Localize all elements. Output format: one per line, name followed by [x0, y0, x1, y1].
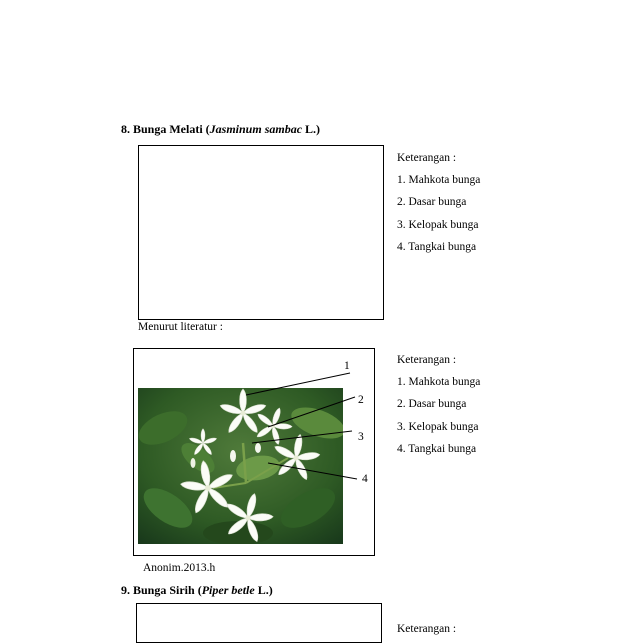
- section-8-heading: [121, 122, 320, 137]
- callout-label-1: 1: [344, 360, 350, 372]
- legend-bottom-item: 4. Tangkai bunga: [397, 442, 477, 455]
- callout-label-4: 4: [362, 473, 368, 485]
- legend-top-item: 3. Kelopak bunga: [397, 218, 479, 231]
- section-9-title-prefix: Bunga Sirih (: [133, 583, 202, 597]
- image-source-caption: Anonim.2013.h: [143, 562, 216, 574]
- legend-top-header: Keterangan :: [397, 152, 457, 164]
- legend-top: [397, 147, 480, 258]
- callout-lines: [230, 355, 375, 490]
- callout-line-4: [268, 463, 357, 479]
- legend-bottom-item: 2. Dasar bunga: [397, 398, 467, 411]
- section-9-number: 9.: [121, 583, 130, 597]
- legend-top-item: 1. Mahkota bunga: [397, 174, 481, 187]
- legend-bottom-item: 1. Mahkota bunga: [397, 376, 481, 389]
- section-8-number: 8.: [121, 122, 130, 136]
- section-8-latin-name: Jasminum sambac: [209, 122, 303, 136]
- section-8-title-suffix: L.): [302, 122, 321, 136]
- literature-label: Menurut literatur :: [138, 321, 223, 333]
- legend-bottom-header: Keterangan :: [397, 354, 457, 366]
- legend-top-item: 4. Tangkai bunga: [397, 240, 477, 253]
- section-9-drawing-box: [136, 603, 382, 643]
- callout-label-3: 3: [358, 431, 364, 443]
- section-9-heading: [121, 583, 273, 598]
- section-9-latin-name: Piper betle: [201, 583, 255, 597]
- legend-bottom: [397, 349, 480, 460]
- callout-line-3: [252, 431, 352, 443]
- section-8-title-prefix: Bunga Melati (: [133, 122, 210, 136]
- legend-top-item: 2. Dasar bunga: [397, 196, 467, 209]
- legend-bottom-item: 3. Kelopak bunga: [397, 420, 479, 433]
- callout-line-1: [246, 373, 350, 395]
- observation-drawing-box: [138, 145, 384, 320]
- callout-line-2: [268, 397, 355, 427]
- section-9-legend-header: Keterangan :: [397, 623, 457, 635]
- callout-label-2: 2: [358, 394, 364, 406]
- section-9-title-suffix: L.): [254, 583, 273, 597]
